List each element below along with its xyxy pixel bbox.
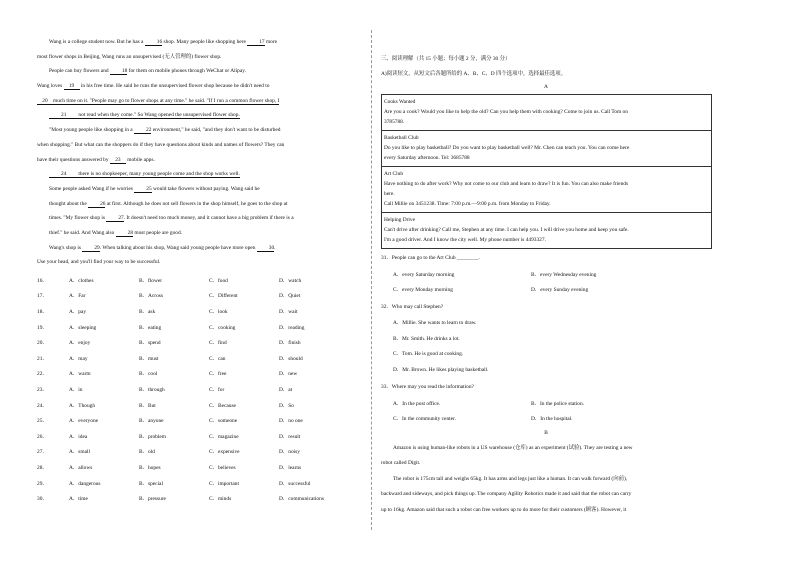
- passage-b-line: The robot is 175cm tall and weighs 65kg. It has arms and legs just like a human. It can walk forward (向前),: [393, 475, 628, 482]
- text-segment: most people are good.: [133, 229, 182, 236]
- option-row: [37, 476, 367, 492]
- option-choice: D．So: [279, 402, 294, 409]
- option-choice: D．result: [279, 433, 301, 440]
- option-choice: C．minds: [209, 496, 232, 503]
- option-row: [37, 289, 367, 305]
- question-number: 28．: [37, 464, 48, 471]
- question-number: 29．: [37, 480, 48, 487]
- option-choice: D．should: [279, 355, 303, 362]
- passage-line: [37, 229, 367, 237]
- option-choice: B．flower: [139, 277, 163, 284]
- option-choice: C．Tom. He is good at cooking.: [393, 351, 464, 357]
- option-choice: D．noisy: [279, 449, 300, 456]
- blank-28: 28: [116, 230, 133, 237]
- ad-line: Call Millie on 3451238. Time: 7:00 p.m.—9:00 p.m. from Monday to Friday.: [384, 201, 551, 207]
- option-choice: A．everyone: [69, 418, 99, 425]
- option-choice: A．allows: [69, 464, 93, 471]
- option-choice: C．food: [209, 277, 228, 284]
- left-column: [37, 38, 367, 507]
- section-title: 三、阅读理解（共 15 小题；每小题 2 分，满分 30 分）: [381, 56, 511, 62]
- option-choice: C．important: [209, 480, 239, 487]
- text-segment: for them on mobile phones through WeChat or Alipay.: [127, 68, 246, 75]
- ad-title: Art Club: [384, 171, 404, 177]
- option-choice: B．cool: [139, 371, 158, 378]
- passage-b-line: up to 16kg. Amazon said that such a robot can free workers up to do more for their customers (顾客). However, it: [381, 506, 627, 513]
- text-segment: thought about the: [49, 200, 89, 207]
- blank-21: 21: [49, 112, 66, 119]
- passage-line: [37, 38, 367, 46]
- ad-line: Are you a cook? Would you like to help the old? Can you help them with cooking? Come to join us. Call Tom on: [384, 109, 628, 115]
- text-segment: in his free time. He said he runs the unsupervised flower shop because he didn't need to: [79, 83, 270, 90]
- option-choice: C．magazine: [209, 433, 239, 440]
- option-choice: C．In the community center.: [393, 416, 456, 423]
- option-choice: A．dangerous: [69, 480, 101, 487]
- question-number: 30．: [37, 496, 48, 503]
- option-choice: C．for: [209, 386, 225, 393]
- text-segment: would take flowers without paying. Wang said he: [151, 185, 260, 192]
- option-choice: B．anyone: [139, 418, 164, 425]
- option-choice: D．Quiet: [279, 293, 301, 300]
- question-number: 17．: [37, 293, 48, 300]
- option-row: [37, 351, 367, 367]
- passage-line: [37, 200, 367, 208]
- ad-line: I'm a good driver. And I know the city well. My phone number is 4493327.: [384, 237, 546, 243]
- text-segment: times. "My flower shop is: [49, 215, 107, 222]
- option-choice: B．old: [139, 449, 155, 456]
- option-choice: C．Because: [209, 402, 236, 409]
- ad-line: Can't drive after drinking? Call me, Stephen at any time. I can help you. I will drive you home and keep you safe.: [384, 227, 629, 233]
- option-choice: B．hopes: [139, 464, 161, 471]
- option-choice: A．small: [69, 449, 90, 456]
- option-row: [37, 429, 367, 445]
- ad-item: [382, 167, 711, 213]
- option-choice: A．In the post office.: [393, 400, 441, 407]
- passage-line: [37, 244, 367, 252]
- option-choice: C．look: [209, 308, 228, 315]
- option-choice: D．learns: [279, 464, 302, 471]
- ad-title: Cooks Wanted: [384, 99, 416, 105]
- text-segment: People can buy flowers and: [49, 68, 110, 75]
- blank- much time on it. "People may go to flower shops at any time." he said. "If I run a common flower shop, I: much time on it. "People may go to flower shops at any time." he said. "If I run a common flower shop, I: [53, 97, 280, 104]
- instruction: A)阅读短文，从短文后各题所给的 A、B、C、D 四个选项中，选择最佳选项。: [381, 71, 567, 77]
- ad-line: every Saturday afternoon. Tel: 3685788: [384, 155, 470, 161]
- question-number: 26．: [37, 433, 48, 440]
- option-choice: D．finish: [279, 340, 301, 347]
- passage-line: [37, 170, 367, 178]
- option-choice: D．at: [279, 386, 293, 393]
- ad-title: Helping Drive: [384, 217, 415, 223]
- option-choice: D．new: [279, 371, 298, 378]
- option-choice: D．every Sunday evening: [531, 287, 589, 294]
- blank-22: 22: [134, 127, 151, 134]
- question-number: 27．: [37, 449, 48, 456]
- question-stem: 31．People can go to the Art Club ________.: [381, 255, 480, 261]
- option-choice: C．cooking: [209, 324, 236, 331]
- text-segment: Use your head, and you'll find your way to be successful.: [37, 259, 161, 266]
- option-choice: A．in: [69, 386, 83, 393]
- ad-line: Have nothing to do after work? Why not come to our club and learn to draw? It is fun. You can also make friends: [384, 181, 629, 187]
- text-segment: have their questions answered by: [37, 156, 110, 163]
- option-choice: C．someone: [209, 418, 238, 425]
- option-row: [381, 267, 711, 283]
- option-choice: C．Different: [209, 293, 238, 300]
- text-segment: at first. Although he does not sell flowers in the shop himself, he goes to the shop at: [105, 200, 288, 207]
- option-choice: C．believes: [209, 464, 236, 471]
- option-choice: C．free: [209, 371, 227, 378]
- blank-18: 18: [110, 68, 127, 75]
- ad-line: 3785788.: [384, 119, 405, 125]
- option-row: [37, 367, 367, 383]
- text-segment: shop. Many people like shopping here: [162, 39, 248, 45]
- blank-30: 30: [257, 245, 274, 252]
- ad-line: here.: [384, 191, 395, 197]
- passage-b: [381, 441, 711, 518]
- column-divider: [371, 30, 372, 530]
- blank-29: 29: [82, 245, 99, 252]
- passage-line: [37, 82, 367, 90]
- question-number: 23．: [37, 386, 48, 393]
- text-segment: .: [274, 244, 276, 251]
- option-choice: D．watch: [279, 277, 302, 284]
- text-segment: mobile apps.: [125, 156, 155, 163]
- option-choice: D．reading: [279, 324, 305, 331]
- option-choice: A．enjoy: [69, 340, 91, 347]
- blank-20: 20: [37, 98, 53, 105]
- option-row: [37, 335, 367, 351]
- ad-title: Basketball Club: [384, 135, 419, 141]
- option-row: [37, 382, 367, 398]
- blank- there is no shopkeeper, many young people come and the shop works well.: there is no shopkeeper, many young people come and the shop works well.: [66, 171, 239, 178]
- option-row: [381, 283, 711, 299]
- option-choice: A．Millie. She wants to learn to draw.: [393, 320, 477, 326]
- passage-line: [37, 97, 367, 105]
- passage-line: [37, 126, 367, 134]
- question-number: 19．: [37, 324, 48, 331]
- option-row: [381, 396, 711, 412]
- passage-line: [37, 141, 367, 149]
- option-choice: B．ask: [139, 308, 156, 315]
- ad-line: Do you like to play basketball? Do you want to play basketball well? Mr. Chen can teach you. You can come here: [384, 145, 630, 151]
- option-choice: B．Mr. Smith. He drinks a lot.: [393, 335, 460, 342]
- option-choice: D．successful: [279, 480, 311, 487]
- option-choice: B．problem: [139, 433, 166, 440]
- question-number: 25．: [37, 418, 48, 425]
- passage-line: [37, 214, 367, 222]
- option-row: [37, 320, 367, 336]
- option-choice: A．Though: [69, 402, 96, 409]
- question-number: 21．: [37, 355, 48, 362]
- question-number: 16．: [37, 277, 48, 284]
- option-choice: A．every Saturday morning: [393, 271, 455, 278]
- text-segment: when shopping." But what can the shoppers do if they have questions about kinds and names of flowers? They can: [37, 141, 285, 148]
- question-stem: 33．Where may you read the information?: [381, 384, 474, 390]
- option-choice: B．In the police station.: [531, 400, 584, 407]
- ads-box: [381, 94, 712, 249]
- passage-line: [37, 67, 367, 75]
- option-choice: B．through: [139, 386, 165, 393]
- passage-b-line: Amazon is using human-like robots in a US warehouse (仓库) as an experiment (试验). They are testing a new: [393, 445, 633, 451]
- option-choice: A．Far: [69, 293, 86, 300]
- text-segment: more: [264, 39, 278, 45]
- text-segment: thief." he said. And Wang also: [49, 229, 116, 236]
- option-choice: B．every Wednesday evening: [531, 271, 597, 278]
- text-segment: "Most young people like shopping in a: [49, 127, 134, 134]
- text-segment: . It doesn't need too much money, and it cannot have a big problem if there is a: [123, 215, 294, 222]
- passage-b-line: backward and sideways, and pick things up. The company Agility Robotics made it and said that the robot can carry: [381, 491, 632, 498]
- option-row: [381, 412, 711, 428]
- ad-item: [382, 213, 711, 248]
- blank-19: 19: [64, 83, 80, 90]
- passage-line: [37, 53, 367, 61]
- blank-17: 17: [247, 39, 264, 46]
- text-segment: most flower shops in Beijing, Wang runs an unsupervised (无人管理的) flower shop.: [37, 53, 222, 60]
- cloze-options: [37, 273, 367, 507]
- questions: [381, 254, 711, 427]
- question-number: 24．: [37, 402, 48, 409]
- passage-a-label: A: [544, 84, 548, 90]
- option-row: [37, 304, 367, 320]
- blank-25: 25: [134, 186, 151, 193]
- option-choice: B．eating: [139, 324, 162, 331]
- option-choice: C．find: [209, 340, 227, 347]
- option-choice: B．But: [139, 402, 156, 409]
- passage-b-line: robot called Digit.: [381, 460, 421, 467]
- option-choice: D．wait: [279, 308, 298, 315]
- passage-line: [37, 156, 367, 164]
- option-choice: B．special: [139, 480, 163, 487]
- ad-item: [382, 131, 711, 167]
- option-choice: C．every Monday morning: [393, 287, 453, 294]
- cloze-passage: [37, 38, 367, 266]
- text-segment: . When talking about his shop, Wang said young people have more open: [99, 244, 257, 251]
- question-number: 18．: [37, 308, 48, 315]
- passage-line: [37, 258, 367, 266]
- blank- not read when they come." So Wang opened the unsupervised flower shop.: not read when they come." So Wang opened the unsupervised flower shop.: [66, 112, 239, 119]
- blank-16: 16: [145, 39, 162, 46]
- question-stem: 32．Who may call Stephen?: [381, 304, 444, 310]
- text-segment: environment," he said, "and they don't want to be disturbed: [151, 127, 281, 134]
- option-row: [37, 398, 367, 414]
- text-segment: Some people asked Wang if he worries: [49, 185, 135, 192]
- option-row: [37, 413, 367, 429]
- option-choice: A．may: [69, 355, 88, 362]
- option-choice: D．Mr. Brown. He likes playing basketball.: [393, 366, 489, 373]
- right-column: [381, 55, 711, 518]
- option-row: [37, 491, 367, 507]
- question-number: 20．: [37, 340, 48, 347]
- option-choice: C．expensive: [209, 449, 240, 456]
- blank-24: 24: [49, 171, 66, 178]
- question-number: 22．: [37, 371, 48, 378]
- text-segment: Wang is a college student now. But he has a: [49, 39, 145, 45]
- option-choice: A．idea: [69, 433, 88, 440]
- option-choice: D．communications: [279, 496, 324, 503]
- blank-27: 27: [106, 215, 123, 222]
- option-row: [37, 460, 367, 476]
- option-choice: A．clothes: [69, 277, 94, 284]
- text-segment: Wang loves: [37, 83, 64, 90]
- blank-23: 23: [110, 157, 126, 164]
- passage-b-label: B: [544, 430, 548, 436]
- option-row: [37, 273, 367, 289]
- passage-line: [37, 185, 367, 193]
- option-choice: D．no one: [279, 418, 303, 425]
- option-choice: D．In the hospital.: [531, 416, 573, 423]
- option-choice: B．pressure: [139, 496, 166, 503]
- option-row: [37, 445, 367, 461]
- ad-item: [382, 95, 711, 131]
- option-choice: A．sleeping: [69, 324, 97, 331]
- option-choice: B．must: [139, 355, 159, 362]
- option-choice: B．spend: [139, 340, 161, 347]
- passage-line: [37, 111, 367, 119]
- option-choice: A．pay: [69, 308, 87, 315]
- blank-26: 26: [88, 201, 105, 208]
- option-choice: A．warm: [69, 371, 91, 378]
- option-choice: A．time: [69, 496, 88, 503]
- option-choice: C．can: [209, 355, 226, 362]
- text-segment: Wang's shop is: [49, 244, 83, 251]
- option-choice: B．Across: [139, 293, 163, 300]
